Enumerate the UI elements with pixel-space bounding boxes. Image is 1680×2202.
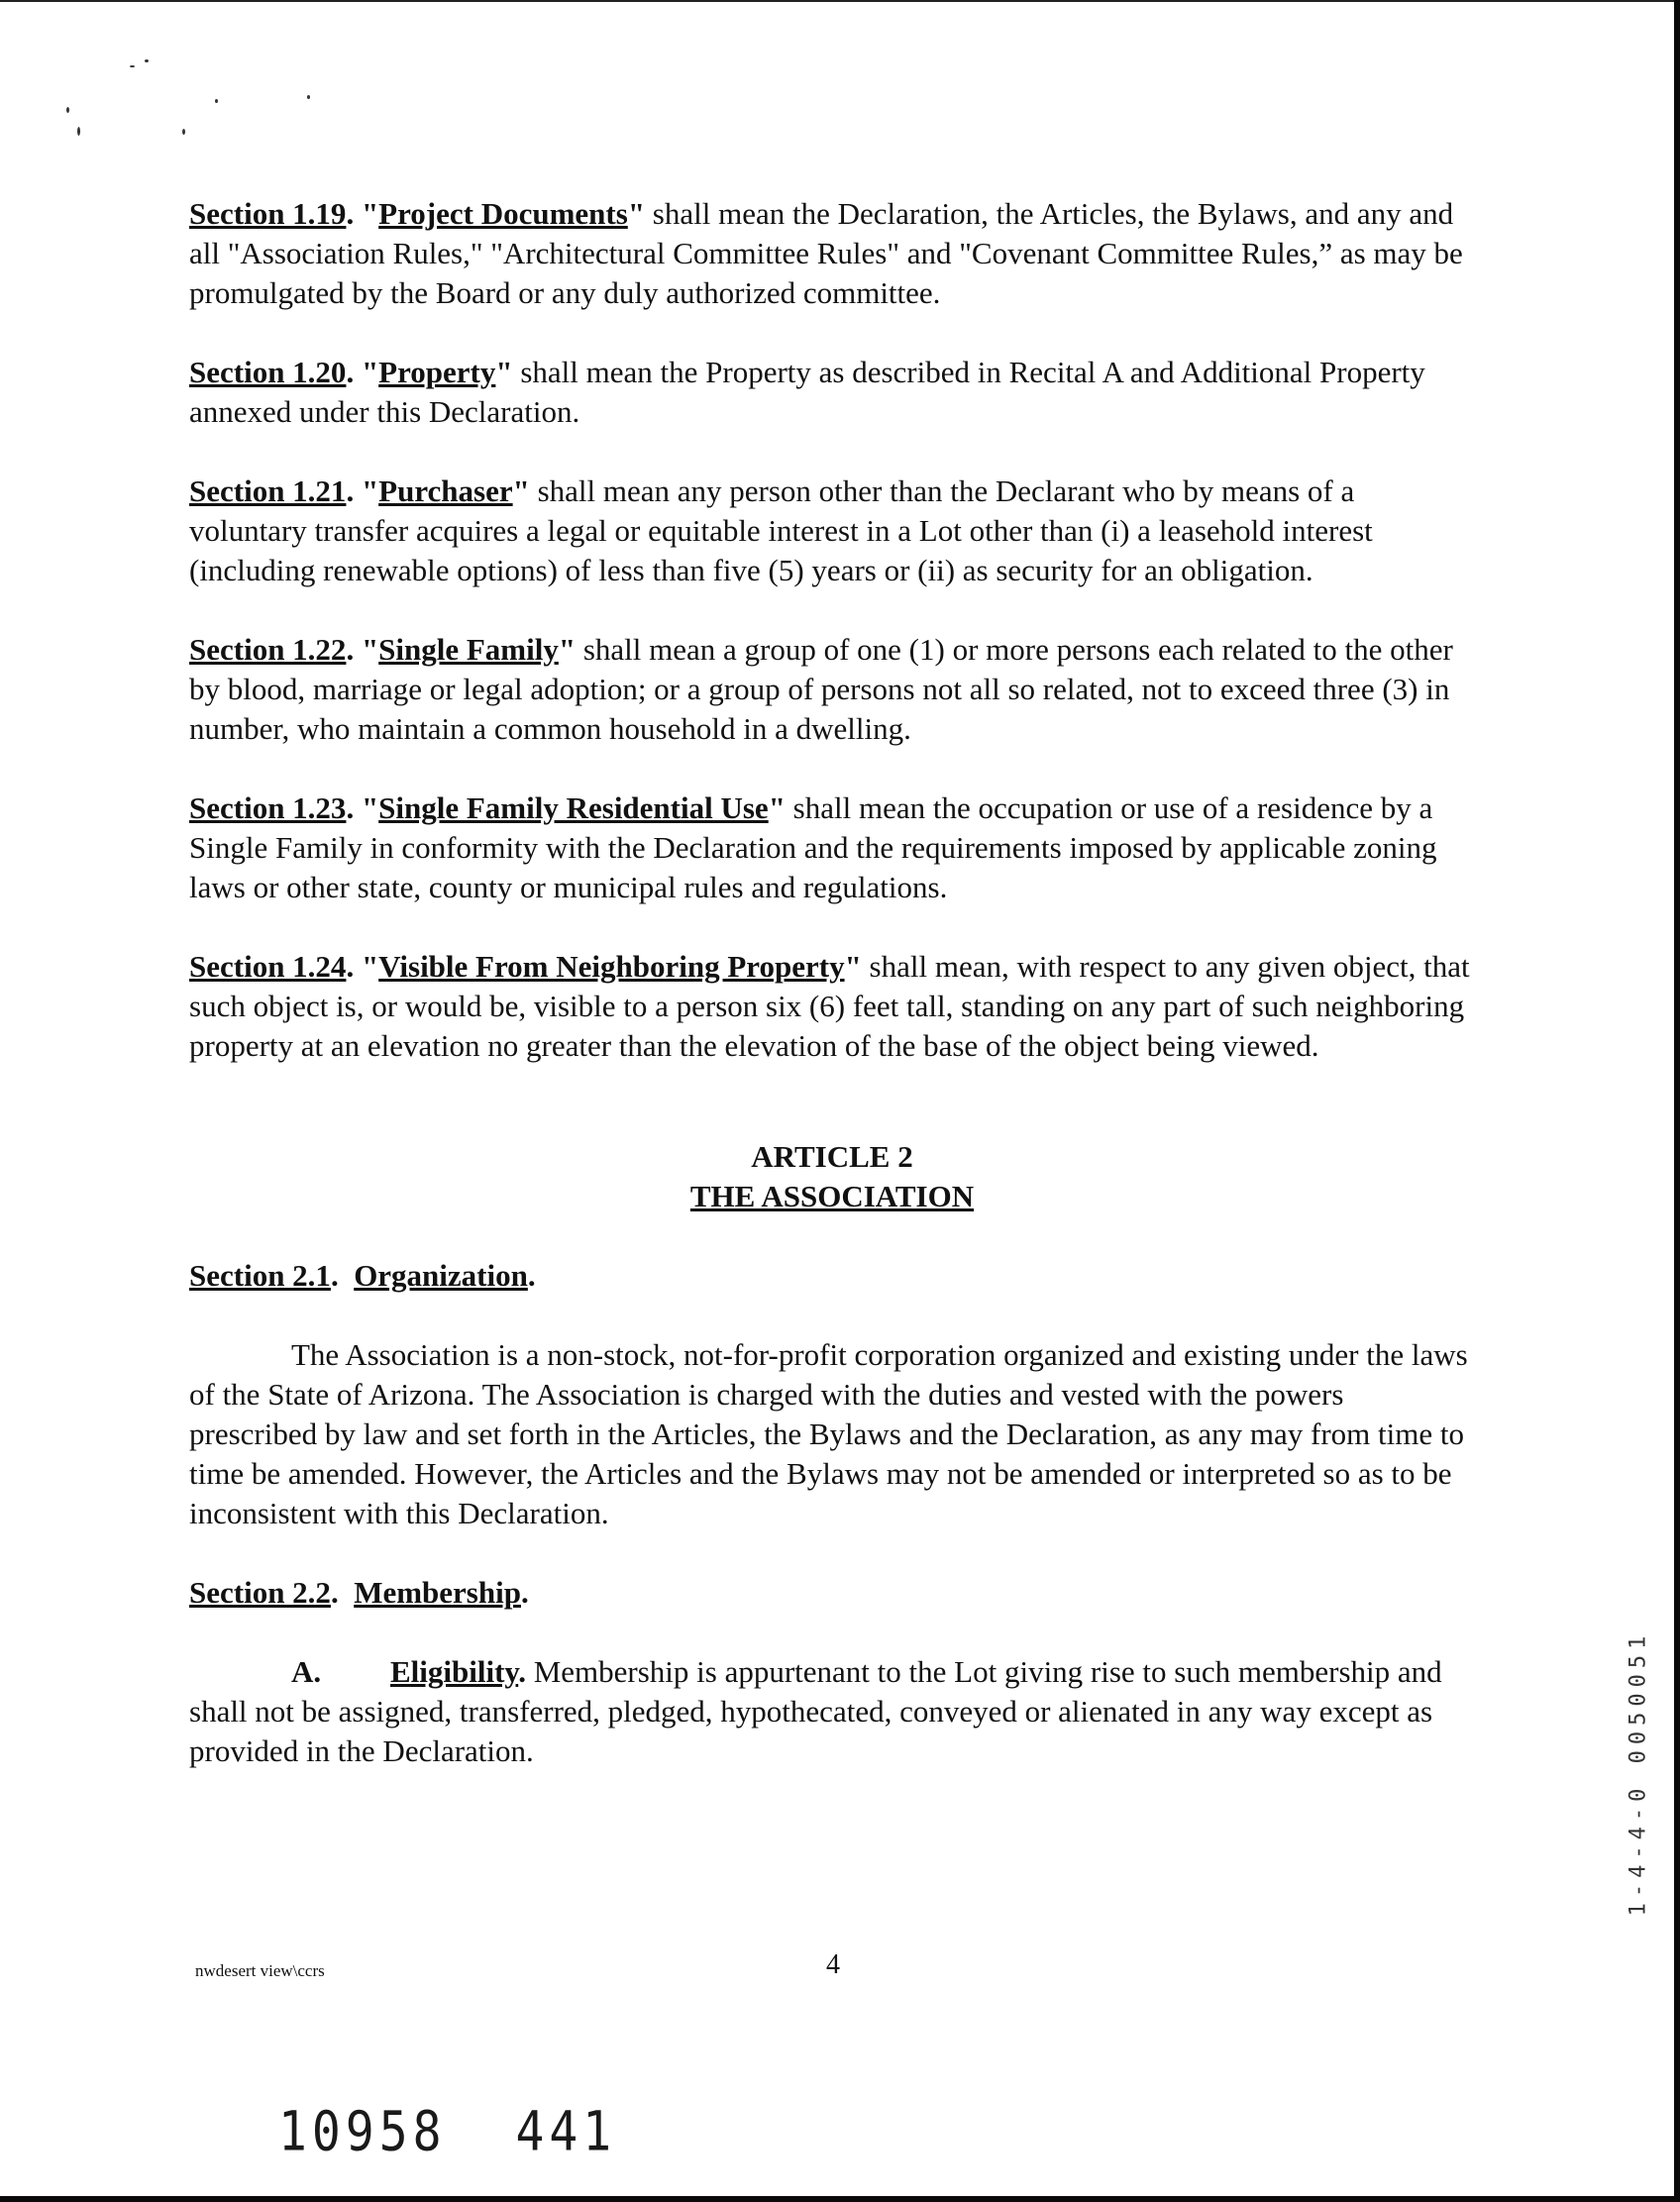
section-1-22: Section 1.22. "Single Family" shall mean a group of one (1) or more persons each related to the other by blood, marriage or legal adoption; or a group of persons not all so related, not to exceed three (3) in number, who maintain a common household in a dwelling. (189, 632, 1453, 746)
scan-speck (145, 59, 149, 62)
section-1-19: Section 1.19. "Project Documents" shall mean the Declaration, the Articles, the Bylaws, and any and all "Association Rules," "Architectural Committee Rules" and "Covenant Committee Rules,” as may be promulgated by the Board or any duly authorized committee. (189, 196, 1463, 310)
scan-speck (307, 95, 310, 99)
section-1-20: Section 1.20. "Property" shall mean the Property as described in Recital A and Additional Property annexed under this Declaration. (189, 355, 1425, 429)
scan-speck (77, 127, 80, 136)
scan-edge-bottom (0, 2196, 1680, 2202)
footer-file-path: nwdesert view\ccrs (195, 1961, 325, 1980)
section-2-2-subsection-a: A. Eligibility. Membership is appurtenant to the Lot giving rise to such membership and shall not be assigned, transferred, pledged, hypothecated, conveyed or alienated in any way except as provided in the Declaration. (189, 1654, 1442, 1768)
recording-stamp (278, 2100, 616, 2163)
scan-speck (66, 107, 69, 113)
scan-speck (130, 65, 135, 67)
section-title: Organization (354, 1258, 528, 1293)
section-text: shall mean the occupation or use of a residence by a Single Family in conformity with the Declaration and the requirements imposed by applicable zoning laws or other state, county or municipal rules and regulations. (189, 790, 1437, 904)
section-number: Section 2.1 (189, 1258, 331, 1293)
section-text: shall mean any person other than the Declarant who by means of a voluntary transfer acquires a legal or equitable interest in a Lot other than (i) a leasehold interest (including renewable options) of less than five (5) years or (ii) as security for an obligation. (189, 473, 1373, 587)
section-text: shall mean a group of one (1) or more persons each related to the other by blood, marriage or legal adoption; or a group of persons not all so related, not to exceed three (3) in number, who maintain a common household in a dwelling. (189, 632, 1453, 746)
section-number: Section 2.2 (189, 1575, 331, 1610)
defined-term: Purchaser (378, 473, 513, 508)
article-heading (189, 1137, 1475, 1216)
document-body (189, 194, 1475, 1811)
section-number: Section 1.21 (189, 473, 347, 508)
subsection-text: Membership is appurtenant to the Lot giving rise to such membership and shall not be assigned, transferred, pledged, hypothecated, conveyed or alienated in any way except as provided in the Declaration. (189, 1654, 1442, 1768)
defined-term: Single Family (378, 632, 559, 667)
section-title: Membership (354, 1575, 521, 1610)
section-text: shall mean, with respect to any given object, that such object is, or would be, visible to a person six (6) feet tall, standing on any part of such neighboring property at an elevation no greater than the elevation of the base of the object being viewed. (189, 949, 1470, 1063)
section-1-23: Section 1.23. "Single Family Residential Use" shall mean the occupation or use of a residence by a Single Family in conformity with the Declaration and the requirements imposed by applicable zoning laws or other state, county or municipal rules and regulations. (189, 790, 1437, 904)
side-stamp-text: 1-4-4-0 0050051 (1626, 1629, 1651, 1917)
section-number: Section 1.19 (189, 196, 347, 231)
defined-term: Project Documents (378, 196, 628, 231)
stamp-book-number: 10958 (278, 2100, 447, 2164)
section-1-21: Section 1.21. "Purchaser" shall mean any person other than the Declarant who by means of a voluntary transfer acquires a legal or equitable interest in a Lot other than (i) a leasehold interest (including renewable options) of less than five (5) years or (ii) as security for an obligation. (189, 473, 1373, 587)
article-number: ARTICLE 2 (751, 1139, 913, 1174)
section-1-24: Section 1.24. "Visible From Neighboring Property" shall mean, with respect to any given object, that such object is, or would be, visible to a person six (6) feet tall, standing on any part of such neighboring property at an elevation no greater than the elevation of the base of the object being viewed. (189, 949, 1470, 1063)
section-2-1-heading: Section 2.1. Organization. (189, 1258, 536, 1293)
scan-speck (182, 129, 185, 135)
section-2-2-heading: Section 2.2. Membership. (189, 1575, 529, 1610)
section-number: Section 1.22 (189, 632, 347, 667)
stamp-page-number: 441 (515, 2100, 617, 2164)
section-number: Section 1.20 (189, 355, 347, 389)
scan-edge-top (0, 0, 1680, 2)
side-recording-stamp (1619, 1585, 1658, 1961)
section-2-1-body: The Association is a non-stock, not-for-profit corporation organized and existing under the laws of the State of Arizona. The Association is charged with the duties and vested with the powers prescribed by law and set forth in the Articles, the Bylaws and the Declaration, as any may from time to time be amended. However, the Articles and the Bylaws may not be amended or interpreted so as to be inconsistent with this Declaration. (189, 1337, 1468, 1530)
scan-edge-right (1674, 0, 1680, 2202)
section-number: Section 1.23 (189, 790, 347, 825)
defined-term: Visible From Neighboring Property (378, 949, 845, 984)
section-text: shall mean the Property as described in Recital A and Additional Property annexed under this Declaration. (189, 355, 1425, 429)
article-title: THE ASSOCIATION (689, 1179, 975, 1213)
page-number: 4 (826, 1949, 840, 1980)
defined-term: Single Family Residential Use (378, 790, 769, 825)
defined-term: Property (378, 355, 496, 389)
subsection-letter: A. (291, 1654, 322, 1689)
scan-speck (215, 99, 218, 103)
subsection-title: Eligibility (390, 1654, 519, 1689)
section-number: Section 1.24 (189, 949, 347, 984)
section-text: shall mean the Declaration, the Articles, the Bylaws, and any and all "Association Rules," "Architectural Committee Rules" and "Covenant Committee Rules,” as may be promulgated by the Board or any duly authorized committee. (189, 196, 1463, 310)
